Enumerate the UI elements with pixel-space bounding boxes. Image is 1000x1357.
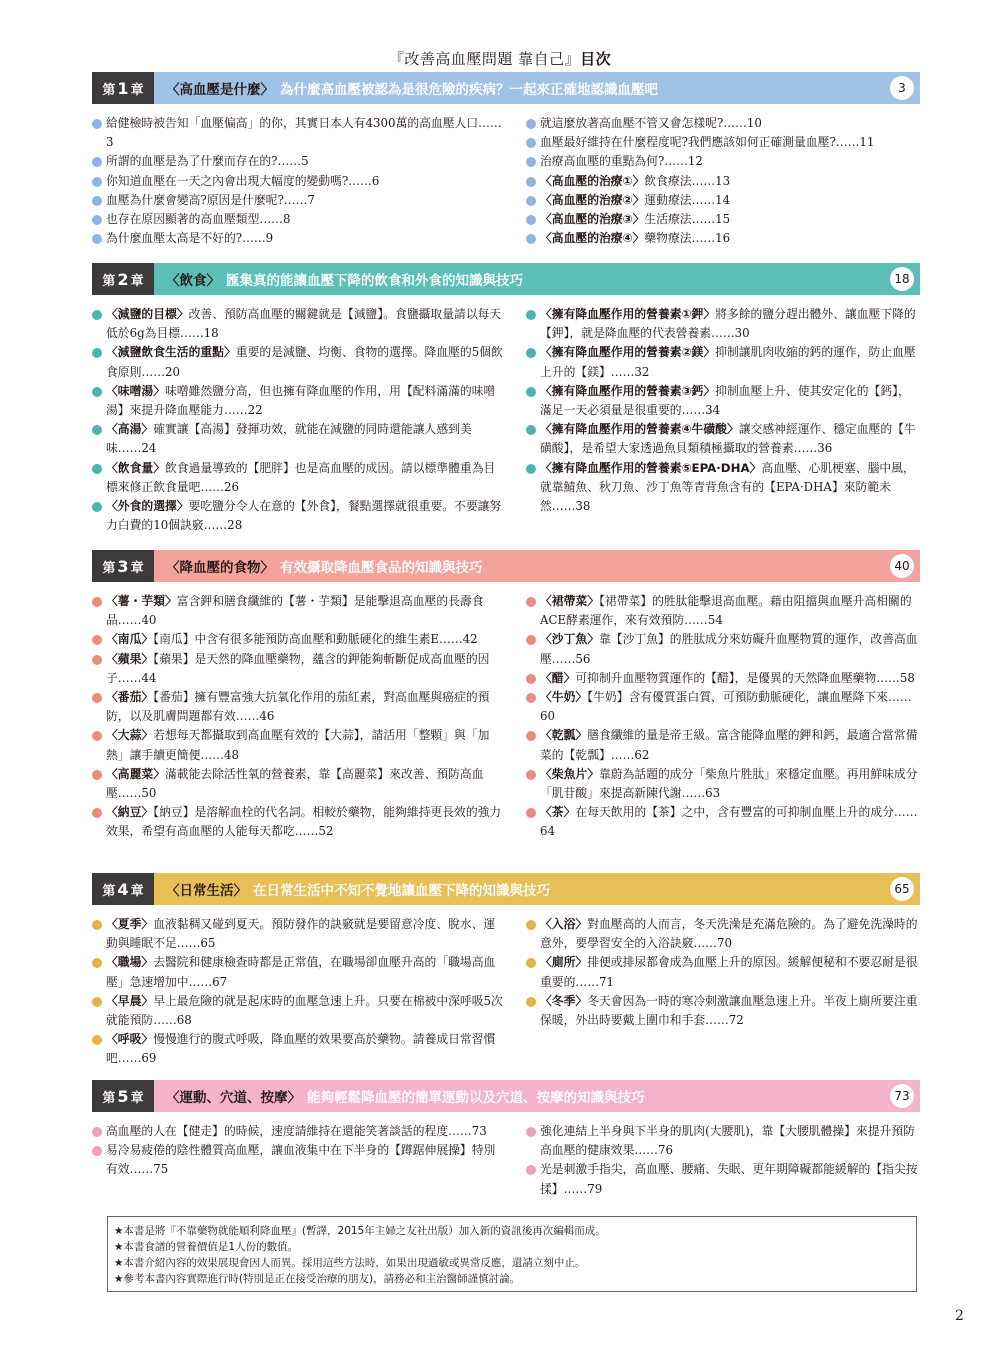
chapter-section: [92, 1080, 920, 1199]
bullet-dot-icon: [92, 1146, 102, 1156]
chapter-suffix: 章: [130, 883, 144, 899]
bullet-dot-icon: [526, 1165, 536, 1175]
entry-text: 排便或排尿都會成為血壓上升的原因。緩解便秘和不要忍耐是很重要的……71: [540, 955, 918, 989]
entry-text: 對血壓高的人而言，冬天洗澡是充滿危險的。為了避免洗澡時的意外，要學習安全的入浴訣竅……70: [540, 917, 918, 951]
toc-entry: [526, 172, 920, 191]
bullet-dot-icon: [526, 387, 536, 397]
entry-label: 〈高血壓的治療③〉: [540, 212, 645, 227]
toc-entry: [526, 191, 920, 210]
entry-text: 血壓為什麼會變高?原因是什麼呢?……7: [106, 192, 315, 207]
entry-label: 〈廁所〉: [540, 955, 588, 970]
bullet-dot-icon: [526, 597, 536, 607]
chapter-suffix: 章: [130, 560, 144, 576]
entry-text: 重要的是減鹽、均衡、食物的選擇。降血壓的5個飲食原則……20: [106, 345, 503, 379]
bullet-dot-icon: [92, 635, 102, 645]
entry-text: 光是刺激手指尖，高血壓、腰痛、失眠、更年期障礙都能緩解的【指尖按揉】……79: [540, 1162, 918, 1196]
entry-text: 高血壓的人在【健走】的時候，速度請維持在還能笑著談話的程度……73: [106, 1124, 487, 1138]
toc-entry: [526, 992, 920, 1030]
page-number: 2: [955, 1308, 964, 1324]
bullet-dot-icon: [92, 502, 102, 512]
entry-label: 〈擁有降血壓作用的營養素④牛磺酸〉: [540, 422, 739, 437]
entry-text: 生活療法……15: [644, 212, 731, 227]
toc-entry: [526, 1122, 920, 1160]
entry-text: 味噌雖然鹽分高，但也擁有降血壓的作用，用【配料滿滿的味噌湯】來提升降血壓能力……22: [106, 383, 496, 418]
toc-entry: [92, 497, 506, 535]
entry-label: 〈擁有降血壓作用的營養素③鈣〉: [540, 383, 716, 398]
bullet-dot-icon: [92, 731, 102, 741]
entry-label: 〈高湯〉: [106, 422, 154, 437]
chapter-subtitle: 能夠輕鬆降血壓的簡單運動以及穴道、按摩的知識與技巧: [307, 1090, 645, 1106]
bullet-dot-icon: [526, 997, 536, 1007]
entry-text: 治療高血壓的重點為何?……12: [540, 154, 703, 169]
bullet-dot-icon: [92, 310, 102, 320]
entry-text: 所謂的血壓是為了什麼而存在的?……5: [106, 154, 309, 169]
chapter-page-badge: 18: [890, 267, 914, 291]
toc-entry: [92, 229, 506, 248]
entry-label: 〈呼吸〉: [106, 1032, 154, 1047]
chapter-num: 5: [117, 1086, 129, 1106]
entry-label: 〈番茄〉: [106, 690, 154, 705]
entry-label: 〈減鹽飲食生活的重點〉: [106, 345, 236, 360]
note-line: ★參考本書內容實際進行時(特別是正在接受治療的朋友)，請務必和主治醫師謹慎討論。: [114, 1273, 521, 1285]
bullet-dot-icon: [92, 425, 102, 435]
toc-entry: [92, 459, 506, 497]
toc-entry: [92, 765, 506, 803]
toc-entry: [526, 765, 920, 803]
entry-label: 〈擁有降血壓作用的營養素⑤EPA·DHA〉: [540, 460, 762, 475]
entry-text: 富含鉀和膳食纖維的【薯・芋類】是能擊退高血壓的長壽食品……40: [106, 594, 484, 628]
entry-text: 血液黏稠又碰到夏天。預防發作的訣竅就是要留意冷度、脫水、運動與睡眠不足……65: [106, 917, 496, 951]
entry-label: 〈外食的選擇〉: [106, 499, 189, 514]
toc-entry: [526, 459, 920, 517]
toc-entry: [92, 152, 506, 171]
entry-label: 〈擁有降血壓作用的營養素②鎂〉: [540, 345, 716, 360]
entry-text: 改善、預防高血壓的關鍵就是【減鹽】。食鹽攝取量請以每天低於6g為目標……18: [106, 307, 502, 341]
bullet-dot-icon: [92, 997, 102, 1007]
entry-text: 靠【沙丁魚】的胜肽成分來妨礙升血壓物質的運作，改善高血壓……56: [540, 632, 918, 666]
toc-entry: [92, 1122, 506, 1141]
toc-entry: [526, 669, 920, 688]
chapter-section: [92, 72, 920, 248]
entry-text: 膳食纖維的量是帝王級。富含能降血壓的鉀和鈣，最適合當常備菜的【乾瓢】……62: [540, 728, 918, 762]
bullet-dot-icon: [526, 693, 536, 703]
book-title: 『改善高血壓問題 靠自己』: [388, 50, 581, 68]
entry-label: 〈高麗菜〉: [106, 766, 165, 781]
bullet-dot-icon: [526, 119, 536, 129]
chapter-prefix: 第: [102, 273, 116, 289]
toc-entry: [92, 992, 506, 1030]
entry-text: 飲食療法……13: [644, 173, 731, 188]
entry-text: 【番茄】擁有豐富強大抗氧化作用的茄紅素，對高血壓與癌症的預防，以及肌膚問題都有效……46: [106, 690, 490, 724]
entry-label: 〈沙丁魚〉: [540, 632, 599, 647]
toc-entry: [92, 382, 506, 420]
entry-text: 運動療法……14: [644, 192, 731, 207]
chapter-title-bar: [154, 1080, 920, 1112]
entry-text: 易冷易疲倦的陰性體質高血壓，讓血液集中在下半身的【蹲踞伸展操】特別有效……75: [106, 1143, 496, 1177]
entry-text: 滿載能去除活性氧的營養素，靠【高麗菜】來改善、預防高血壓……50: [106, 766, 484, 801]
toc-entry: [526, 688, 920, 726]
chapter-section: [92, 873, 920, 1069]
toc-entry: [526, 343, 920, 381]
entry-label: 〈牛奶〉: [540, 690, 588, 705]
chapter-title-bar: [154, 873, 920, 905]
bullet-dot-icon: [526, 770, 536, 780]
bullet-dot-icon: [526, 348, 536, 358]
bullet-dot-icon: [92, 387, 102, 397]
chapter-prefix: 第: [102, 560, 116, 576]
toc-entry: [92, 953, 506, 991]
entry-column-left: [92, 592, 506, 842]
entry-label: 〈冬季〉: [540, 993, 588, 1008]
toc-entry: [526, 592, 920, 630]
toc-entry: [526, 915, 920, 953]
bullet-dot-icon: [92, 119, 102, 129]
bullet-dot-icon: [526, 177, 536, 187]
bullet-dot-icon: [92, 196, 102, 206]
note-line: ★本書食譜的營養價值是1人份的數值。: [114, 1241, 299, 1253]
chapter-num: 2: [117, 269, 129, 289]
entry-label: 〈蘋果〉: [106, 651, 154, 666]
bullet-dot-icon: [526, 138, 536, 148]
entry-label: 〈夏季〉: [106, 917, 154, 931]
chapter-title-bar: [154, 550, 920, 582]
toc-entry: [526, 114, 920, 133]
toc-entry: [526, 210, 920, 229]
chapter-header: [92, 263, 920, 295]
entry-label: 〈南瓜〉: [106, 632, 154, 647]
toc-entry: [92, 191, 506, 210]
entry-label: 〈擁有降血壓作用的營養素①鉀〉: [540, 307, 716, 321]
toc-entry: [526, 305, 920, 343]
entry-column-right: [506, 114, 920, 248]
entry-text: 將多餘的鹽分趕出體外、讓血壓下降的【鉀】，就是降血壓的代表營養素……30: [540, 307, 916, 341]
chapter-page-badge: 3: [890, 76, 914, 100]
chapter-section: [92, 263, 920, 535]
chapter-prefix: 第: [102, 883, 116, 899]
chapter-subtitle: 在日常生活中不知不覺地讓血壓下降的知識與技巧: [253, 883, 550, 899]
entry-text: 靠蔚為話題的成分「柴魚片胜肽」來穩定血壓。再用鮮味成分「肌苷酸」來提高新陳代謝……63: [540, 766, 918, 801]
entry-label: 〈職場〉: [106, 955, 154, 970]
entry-text: 抑制讓肌肉收縮的鈣的運作，防止血壓上升的【鎂】……32: [540, 345, 916, 379]
toc-entry: [92, 1030, 506, 1068]
entry-label: 〈醋〉: [540, 670, 576, 685]
entry-text: 確實讓【高湯】發揮功效，就能在減鹽的同時還能讓人感到美味……24: [106, 422, 472, 456]
chapter-header: [92, 72, 920, 104]
chapter-header: [92, 873, 920, 905]
bullet-dot-icon: [526, 425, 536, 435]
chapter-prefix: 第: [102, 82, 116, 98]
entry-label: 〈味噌湯〉: [106, 383, 165, 398]
bullet-dot-icon: [526, 731, 536, 741]
entry-text: 【裙帶菜】的胜肽能擊退高血壓。藉由阻擋與血壓升高相關的ACE酵素運作，來有效預防……54: [540, 594, 912, 628]
chapter-title-bar: [154, 263, 920, 295]
toc-entry: [92, 343, 506, 381]
entry-text: 為什麼血壓太高是不好的?……9: [106, 231, 274, 246]
entry-label: 〈柴魚片〉: [540, 766, 599, 781]
entry-text: 藥物療法……16: [644, 231, 731, 246]
entry-text: 若想每天都攝取到高血壓有效的【大蒜】，請活用「整顆」與「加熱」讓手續更簡便……48: [106, 728, 490, 762]
entry-label: 〈高血壓的治療①〉: [540, 173, 645, 188]
chapter-subtitle: 匯集真的能讓血壓下降的飲食和外食的知識與技巧: [226, 273, 523, 289]
entry-text: 早上最危險的就是起床時的血壓急速上升。只要在棉被中深呼吸5次就能預防……68: [106, 993, 503, 1028]
entry-column-right: [506, 1122, 920, 1199]
entry-label: 〈乾瓢〉: [540, 728, 588, 743]
entry-label: 〈減鹽的目標〉: [106, 307, 189, 321]
toc-entry: [92, 420, 506, 458]
entry-text: 血壓最好維持在什麼程度呢?我們應該如何正確測量血壓?……11: [540, 135, 875, 150]
chapter-suffix: 章: [130, 82, 144, 98]
bullet-dot-icon: [526, 920, 536, 930]
entry-label: 〈高血壓的治療④〉: [540, 231, 645, 246]
bullet-dot-icon: [92, 920, 102, 930]
chapter-page-badge: 40: [890, 554, 914, 578]
chapter-number: [92, 72, 154, 104]
bullet-dot-icon: [526, 464, 536, 474]
bullet-dot-icon: [526, 310, 536, 320]
entry-label: 〈薯・芋類〉: [106, 594, 177, 608]
toc-entry: [526, 133, 920, 152]
bullet-dot-icon: [526, 1127, 536, 1137]
entry-label: 〈早晨〉: [106, 993, 154, 1008]
chapter-page-badge: 65: [890, 877, 914, 901]
toc-entry: [526, 953, 920, 991]
toc-entry: [92, 305, 506, 343]
toc-entry: [526, 382, 920, 420]
toc-entry: [92, 803, 506, 841]
entry-column-right: [506, 305, 920, 535]
bullet-dot-icon: [92, 655, 102, 665]
chapter-title: 〈高血壓是什麼〉: [166, 82, 274, 98]
bullet-dot-icon: [526, 196, 536, 206]
chapter-subtitle: 為什麼高血壓被認為是很危險的疾病？一起來正確地認識血壓吧: [280, 82, 658, 98]
toc-entry: [526, 420, 920, 458]
chapter-number: [92, 1080, 154, 1112]
bullet-dot-icon: [92, 348, 102, 358]
entry-column-right: [506, 915, 920, 1069]
chapter-section: [92, 550, 920, 842]
chapter-title: 〈運動、穴道、按摩〉: [166, 1090, 301, 1106]
chapter-number: [92, 263, 154, 295]
entry-text: 讓交感神經運作、穩定血壓的【牛磺酸】，是希望大家透過魚貝類積極攝取的營養素……36: [540, 422, 916, 456]
entry-label: 〈高血壓的治療②〉: [540, 192, 645, 207]
bullet-dot-icon: [92, 1035, 102, 1045]
chapter-subtitle: 有效攝取降血壓食品的知識與技巧: [280, 560, 483, 576]
bullet-dot-icon: [92, 215, 102, 225]
notes-box: [107, 1216, 917, 1292]
entry-text: 要吃鹽分令人在意的【外食】，餐點選擇就很重要。不要讓努力白費的10個訣竅……28: [106, 499, 502, 533]
entry-text: 【蘋果】是天然的降血壓藥物，蘊含的鉀能夠斬斷促成高血壓的因子……44: [106, 651, 490, 685]
bullet-dot-icon: [92, 770, 102, 780]
entry-text: 高血壓、心肌梗塞、腦中風，就靠鯖魚、秋刀魚、沙丁魚等青背魚含有的【EPA·DHA】來防範未然……38: [540, 460, 915, 514]
entry-text: 飲食過量導致的【肥胖】也是高血壓的成因。請以標準體重為目標來修正飲食量吧……26: [106, 460, 496, 494]
chapter-title: 〈日常生活〉: [166, 883, 247, 899]
entry-label: 〈入浴〉: [540, 917, 588, 931]
bullet-dot-icon: [526, 234, 536, 244]
chapter-header: [92, 1080, 920, 1112]
bullet-dot-icon: [526, 808, 536, 818]
page-title: [0, 48, 1000, 69]
entry-text: 可抑制升血壓物質運作的【醋】，是優異的天然降血壓藥物……58: [575, 670, 915, 685]
entry-label: 〈納豆〉: [106, 805, 154, 820]
toc-entry: [92, 1141, 506, 1179]
toc-entry: [526, 1160, 920, 1198]
chapter-page-badge: 73: [890, 1084, 914, 1108]
entry-label: 〈茶〉: [540, 805, 576, 820]
entry-column-right: [506, 592, 920, 842]
chapter-header: [92, 550, 920, 582]
bullet-dot-icon: [92, 808, 102, 818]
toc-entry: [92, 592, 506, 630]
bullet-dot-icon: [92, 177, 102, 187]
toc-entry: [526, 630, 920, 668]
toc-label: 目次: [580, 50, 612, 68]
entry-text: 你知道血壓在一天之內會出現大幅度的變動嗎?……6: [106, 173, 380, 188]
toc-entry: [526, 152, 920, 171]
bullet-dot-icon: [92, 958, 102, 968]
entry-text: 給健檢時被告知「血壓偏高」的你，其實日本人有4300萬的高血壓人口……3: [106, 116, 502, 150]
toc-entry: [526, 229, 920, 248]
entry-text: 【牛奶】含有優質蛋白質，可預防動脈硬化，讓血壓降下來……60: [540, 690, 912, 724]
entry-text: 抑制血壓上升、使其安定化的【鈣】，滿足一天必須量是很重要的……34: [540, 383, 910, 418]
toc-entry: [92, 726, 506, 764]
entry-text: 強化連結上半身與下半身的肌肉(大腰肌)，靠【大腰肌體操】來提升預防高血壓的健康效果……76: [540, 1124, 915, 1158]
entry-text: 【納豆】是溶解血栓的代名詞。相較於藥物，能夠維持更長效的強力效果，希望有高血壓的人能每天都吃……52: [106, 805, 502, 839]
toc-entry: [92, 688, 506, 726]
chapter-num: 3: [117, 556, 129, 576]
toc-entry: [92, 650, 506, 688]
toc-entry: [526, 726, 920, 764]
entry-text: 也存在原因顯著的高血壓類型……8: [106, 212, 291, 227]
chapter-number: [92, 550, 154, 582]
toc-entry: [526, 803, 920, 841]
entry-text: 就這麼放著高血壓不管又會怎樣呢?……10: [540, 116, 762, 130]
entry-column-left: [92, 114, 506, 248]
bullet-dot-icon: [526, 635, 536, 645]
entry-column-left: [92, 305, 506, 535]
entry-label: 〈大蒜〉: [106, 728, 154, 743]
chapter-num: 4: [117, 879, 129, 899]
entry-text: 去醫院和健康檢查時都是正常值，在職場卻血壓升高的「職場高血壓」急速增加中……67: [106, 955, 496, 989]
bullet-dot-icon: [526, 958, 536, 968]
note-line: ★本書介紹內容的效果展現會因人而異。採用這些方法時，如果出現過敏或異常反應，還請立刻中止。: [114, 1257, 586, 1269]
chapter-suffix: 章: [130, 1090, 144, 1106]
entry-text: 慢慢進行的腹式呼吸，降血壓的效果要高於藥物。請養成日常習慣吧……69: [106, 1032, 496, 1066]
toc-entry: [92, 172, 506, 191]
entry-column-left: [92, 915, 506, 1069]
entry-text: 冬天會因為一時的寒冷刺激讓血壓急速上升。半夜上廁所要注重保暖，外出時要戴上圍巾和手套……72: [540, 993, 918, 1028]
bullet-dot-icon: [92, 234, 102, 244]
entry-text: 在每天飲用的【茶】之中，含有豐富的可抑制血壓上升的成分……64: [540, 805, 918, 839]
bullet-dot-icon: [526, 215, 536, 225]
bullet-dot-icon: [92, 464, 102, 474]
toc-entry: [92, 630, 506, 649]
entry-label: 〈裙帶菜〉: [540, 594, 599, 608]
chapter-suffix: 章: [130, 273, 144, 289]
chapter-title-bar: [154, 72, 920, 104]
bullet-dot-icon: [526, 674, 536, 684]
note-line: ★本書是將『不靠藥物就能順利降血壓』(暫譯，2015年主婦之友社出版）加入新的資訊後再次編輯而成。: [114, 1225, 606, 1237]
bullet-dot-icon: [92, 1127, 102, 1137]
entry-column-left: [92, 1122, 506, 1199]
bullet-dot-icon: [92, 597, 102, 607]
bullet-dot-icon: [92, 693, 102, 703]
toc-entry: [92, 114, 506, 152]
toc-entry: [92, 210, 506, 229]
chapter-title: 〈飲食〉: [166, 273, 220, 289]
chapter-title: 〈降血壓的食物〉: [166, 560, 274, 576]
chapter-number: [92, 873, 154, 905]
bullet-dot-icon: [526, 157, 536, 167]
bullet-dot-icon: [92, 157, 102, 167]
chapter-prefix: 第: [102, 1090, 116, 1106]
entry-label: 〈飲食量〉: [106, 460, 165, 475]
chapter-num: 1: [117, 78, 129, 98]
entry-text: 【南瓜】中含有很多能預防高血壓和動脈硬化的維生素E……42: [153, 632, 478, 647]
toc-entry: [92, 915, 506, 953]
